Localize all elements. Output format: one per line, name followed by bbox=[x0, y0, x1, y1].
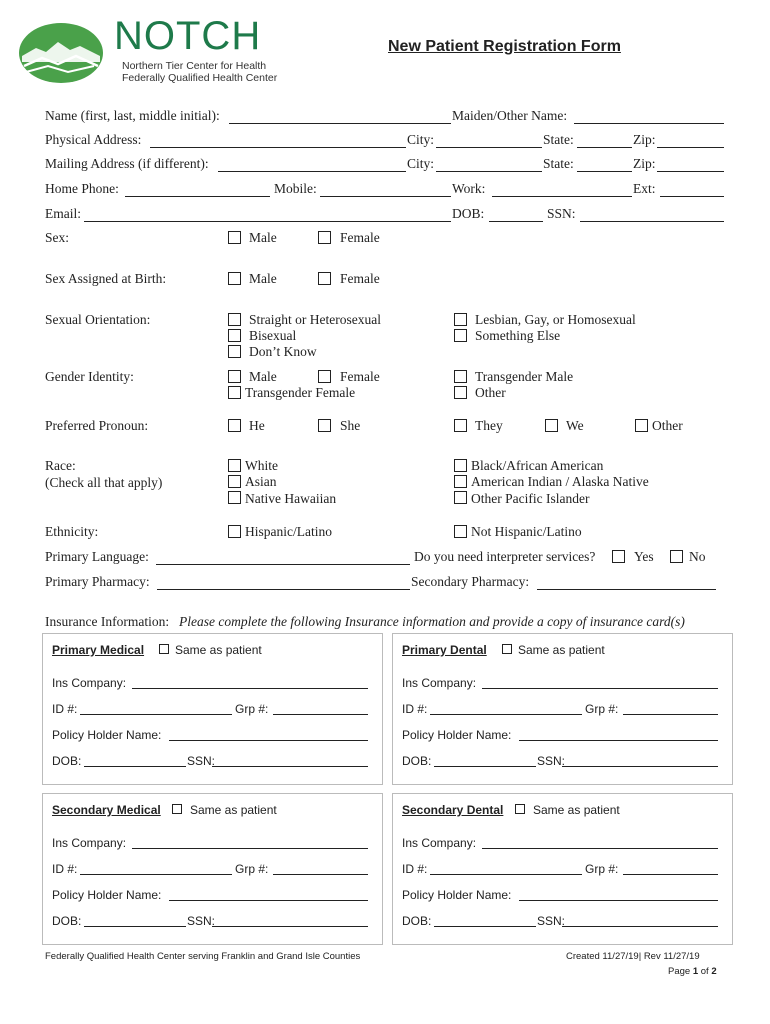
city-field[interactable] bbox=[436, 134, 542, 148]
not-hispanic-checkbox[interactable] bbox=[454, 525, 467, 538]
birth-female-label: Female bbox=[340, 271, 380, 286]
holder-label: Policy Holder Name: bbox=[402, 728, 512, 742]
page-current: 1 bbox=[692, 966, 699, 977]
same-as-patient-label: Same as patient bbox=[533, 803, 620, 817]
grp-label: Grp #: bbox=[235, 862, 269, 876]
id-field[interactable] bbox=[430, 861, 582, 875]
dob-field[interactable] bbox=[84, 913, 186, 927]
city-field[interactable] bbox=[436, 158, 542, 172]
id-label: ID #: bbox=[402, 862, 428, 876]
ssn-field[interactable] bbox=[562, 913, 718, 927]
name-label: Name (first, last, middle initial): bbox=[45, 108, 220, 123]
zip-label: Zip: bbox=[633, 156, 656, 171]
dob-label: DOB: bbox=[52, 754, 82, 768]
indian-checkbox[interactable] bbox=[454, 475, 467, 488]
bisexual-label: Bisexual bbox=[249, 328, 297, 343]
secondary-medical-same-checkbox[interactable] bbox=[172, 804, 182, 814]
they-label: They bbox=[475, 418, 503, 433]
maiden-label: Maiden/Other Name: bbox=[452, 108, 568, 123]
sex-male-label: Male bbox=[249, 230, 277, 245]
gender-other-label: Other bbox=[475, 385, 506, 400]
ssn-field[interactable] bbox=[562, 753, 718, 767]
insurance-instruction: Please complete the following Insurance information and provide a copy of insurance card(s) bbox=[179, 614, 685, 629]
same-as-patient-label: Same as patient bbox=[190, 803, 277, 817]
ins-company-field[interactable] bbox=[132, 835, 368, 849]
physical-address-label: Physical Address: bbox=[45, 132, 142, 147]
ssn-label: SSN: bbox=[187, 754, 216, 768]
lgh-checkbox[interactable] bbox=[454, 313, 467, 326]
primary-dental-title: Primary Dental bbox=[402, 643, 487, 657]
ins-company-label: Ins Company: bbox=[402, 676, 477, 690]
they-checkbox[interactable] bbox=[454, 419, 467, 432]
id-label: ID #: bbox=[52, 862, 78, 876]
mobile-field[interactable] bbox=[320, 183, 451, 197]
brand-subtitle-2: Federally Qualified Health Center bbox=[122, 72, 278, 84]
page-total: 2 bbox=[711, 966, 717, 977]
maiden-field[interactable] bbox=[574, 110, 724, 124]
holder-field[interactable] bbox=[169, 887, 368, 901]
gender-label: Gender Identity: bbox=[45, 369, 134, 384]
dob-field[interactable] bbox=[434, 753, 536, 767]
secondary-pharmacy-field[interactable] bbox=[537, 576, 716, 590]
work-field[interactable] bbox=[492, 183, 632, 197]
ins-company-label: Ins Company: bbox=[52, 836, 127, 850]
not-hispanic-label: Not Hispanic/Latino bbox=[471, 524, 582, 539]
dob-label: DOB: bbox=[402, 754, 432, 768]
grp-label: Grp #: bbox=[585, 702, 619, 716]
primary-pharmacy-field[interactable] bbox=[157, 576, 410, 590]
something-else-label: Something Else bbox=[475, 328, 561, 343]
email-label: Email: bbox=[45, 206, 81, 221]
state-field[interactable] bbox=[577, 134, 632, 148]
pronoun-label: Preferred Pronoun: bbox=[45, 418, 149, 433]
page-of: of bbox=[698, 966, 712, 977]
black-checkbox[interactable] bbox=[454, 459, 467, 472]
same-as-patient-label: Same as patient bbox=[175, 643, 262, 657]
ssn-label: SSN: bbox=[547, 206, 576, 221]
zip-field[interactable] bbox=[657, 158, 724, 172]
name-field[interactable] bbox=[229, 110, 451, 124]
page-number bbox=[668, 966, 717, 977]
mailing-address-label: Mailing Address (if different): bbox=[45, 156, 209, 171]
ssn-label: SSN: bbox=[537, 754, 566, 768]
secondary-pharmacy-label: Secondary Pharmacy: bbox=[411, 574, 530, 589]
ssn-label: SSN: bbox=[537, 914, 566, 928]
primary-pharmacy-label: Primary Pharmacy: bbox=[45, 574, 150, 589]
dob-field[interactable] bbox=[434, 913, 536, 927]
city-label: City: bbox=[407, 156, 435, 171]
state-field[interactable] bbox=[577, 158, 632, 172]
notch-mountain-logo-icon bbox=[18, 22, 104, 84]
brand-name: NOTCH bbox=[114, 14, 262, 58]
revision-date: Created 11/27/19| Rev 11/27/19 bbox=[566, 951, 700, 962]
dob-field[interactable] bbox=[489, 208, 543, 222]
straight-checkbox[interactable] bbox=[228, 313, 241, 326]
language-field[interactable] bbox=[156, 551, 410, 565]
hispanic-label: Hispanic/Latino bbox=[245, 524, 332, 539]
orientation-label: Sexual Orientation: bbox=[45, 312, 151, 327]
ethnicity-label: Ethnicity: bbox=[45, 524, 99, 539]
secondary-medical-title: Secondary Medical bbox=[52, 803, 161, 817]
gender-male-checkbox[interactable] bbox=[228, 370, 241, 383]
she-checkbox[interactable] bbox=[318, 419, 331, 432]
ins-company-field[interactable] bbox=[132, 675, 368, 689]
insurance-label: Insurance Information: bbox=[45, 614, 170, 629]
grp-label: Grp #: bbox=[235, 702, 269, 716]
sex-label: Sex: bbox=[45, 230, 70, 245]
indian-label: American Indian / Alaska Native bbox=[471, 474, 649, 489]
dob-field[interactable] bbox=[84, 753, 186, 767]
lgh-label: Lesbian, Gay, or Homosexual bbox=[475, 312, 636, 327]
footer-text: Federally Qualified Health Center serving Franklin and Grand Isle Counties bbox=[45, 951, 361, 962]
secondary-dental-title: Secondary Dental bbox=[402, 803, 504, 817]
pronoun-other-label: Other bbox=[652, 418, 683, 433]
brand-subtitle: Northern Tier Center for Health bbox=[122, 60, 267, 72]
id-label: ID #: bbox=[402, 702, 428, 716]
state-label: State: bbox=[543, 156, 574, 171]
ssn-field[interactable] bbox=[212, 913, 368, 927]
grp-field[interactable] bbox=[273, 701, 368, 715]
physical-address-field[interactable] bbox=[150, 134, 406, 148]
pacific-checkbox[interactable] bbox=[454, 491, 467, 504]
asian-label: Asian bbox=[245, 474, 277, 489]
id-field[interactable] bbox=[430, 701, 582, 715]
primary-medical-same-checkbox[interactable] bbox=[159, 644, 169, 654]
dont-know-label: Don’t Know bbox=[249, 344, 317, 359]
ins-company-label: Ins Company: bbox=[402, 836, 477, 850]
id-field[interactable] bbox=[80, 701, 232, 715]
ins-company-label: Ins Company: bbox=[52, 676, 127, 690]
holder-label: Policy Holder Name: bbox=[52, 888, 162, 902]
race-note: (Check all that apply) bbox=[45, 475, 163, 490]
interpreter-yes-checkbox[interactable] bbox=[612, 550, 625, 563]
dont-know-checkbox[interactable] bbox=[228, 345, 241, 358]
birth-male-checkbox[interactable] bbox=[228, 272, 241, 285]
gender-female-label: Female bbox=[340, 369, 380, 384]
gender-female-checkbox[interactable] bbox=[318, 370, 331, 383]
secondary-dental-same-checkbox[interactable] bbox=[515, 804, 525, 814]
grp-label: Grp #: bbox=[585, 862, 619, 876]
interpreter-no-label: No bbox=[689, 549, 706, 564]
ssn-field[interactable] bbox=[580, 208, 724, 222]
page-title: New Patient Registration Form bbox=[388, 38, 621, 55]
ssn-label: SSN: bbox=[187, 914, 216, 928]
home-phone-field[interactable] bbox=[125, 183, 270, 197]
pacific-label: Other Pacific Islander bbox=[471, 491, 590, 506]
zip-label: Zip: bbox=[633, 132, 656, 147]
id-field[interactable] bbox=[80, 861, 232, 875]
grp-field[interactable] bbox=[623, 701, 718, 715]
hispanic-checkbox[interactable] bbox=[228, 525, 241, 538]
holder-field[interactable] bbox=[519, 887, 718, 901]
gender-male-label: Male bbox=[249, 369, 277, 384]
holder-field[interactable] bbox=[169, 727, 368, 741]
work-label: Work: bbox=[452, 181, 486, 196]
email-field[interactable] bbox=[84, 208, 451, 222]
hawaiian-label: Native Hawaiian bbox=[245, 491, 337, 506]
he-checkbox[interactable] bbox=[228, 419, 241, 432]
trans-female-label: Transgender Female bbox=[245, 385, 356, 400]
white-label: White bbox=[245, 458, 278, 473]
we-label: We bbox=[566, 418, 584, 433]
asian-checkbox[interactable] bbox=[228, 475, 241, 488]
dob-label: DOB: bbox=[52, 914, 82, 928]
he-label: He bbox=[249, 418, 265, 433]
grp-field[interactable] bbox=[273, 861, 368, 875]
sex-female-label: Female bbox=[340, 230, 380, 245]
ssn-field[interactable] bbox=[212, 753, 368, 767]
sex-female-checkbox[interactable] bbox=[318, 231, 331, 244]
interpreter-label: Do you need interpreter services? bbox=[414, 549, 596, 564]
page-prefix: Page bbox=[668, 966, 693, 977]
grp-field[interactable] bbox=[623, 861, 718, 875]
black-label: Black/African American bbox=[471, 458, 604, 473]
holder-label: Policy Holder Name: bbox=[52, 728, 162, 742]
sex-male-checkbox[interactable] bbox=[228, 231, 241, 244]
mailing-address-field[interactable] bbox=[218, 158, 406, 172]
same-as-patient-label: Same as patient bbox=[518, 643, 605, 657]
dob-label: DOB: bbox=[452, 206, 485, 221]
dob-label: DOB: bbox=[402, 914, 432, 928]
pronoun-other-checkbox[interactable] bbox=[635, 419, 648, 432]
hawaiian-checkbox[interactable] bbox=[228, 491, 241, 504]
trans-male-checkbox[interactable] bbox=[454, 370, 467, 383]
id-label: ID #: bbox=[52, 702, 78, 716]
home-phone-label: Home Phone: bbox=[45, 181, 119, 196]
primary-dental-same-checkbox[interactable] bbox=[502, 644, 512, 654]
sex-birth-label: Sex Assigned at Birth: bbox=[45, 271, 167, 286]
race-label: Race: bbox=[45, 458, 76, 473]
straight-label: Straight or Heterosexual bbox=[249, 312, 381, 327]
holder-label: Policy Holder Name: bbox=[402, 888, 512, 902]
primary-medical-title: Primary Medical bbox=[52, 643, 145, 657]
trans-male-label: Transgender Male bbox=[475, 369, 574, 384]
bisexual-checkbox[interactable] bbox=[228, 329, 241, 342]
gender-other-checkbox[interactable] bbox=[454, 386, 467, 399]
mobile-label: Mobile: bbox=[274, 181, 317, 196]
interpreter-no-checkbox[interactable] bbox=[670, 550, 683, 563]
language-label: Primary Language: bbox=[45, 549, 149, 564]
interpreter-yes-label: Yes bbox=[634, 549, 654, 564]
ins-company-field[interactable] bbox=[482, 675, 718, 689]
ext-label: Ext: bbox=[633, 181, 656, 196]
ins-company-field[interactable] bbox=[482, 835, 718, 849]
we-checkbox[interactable] bbox=[545, 419, 558, 432]
birth-male-label: Male bbox=[249, 271, 277, 286]
white-checkbox[interactable] bbox=[228, 459, 241, 472]
birth-female-checkbox[interactable] bbox=[318, 272, 331, 285]
trans-female-checkbox[interactable] bbox=[228, 386, 241, 399]
city-label: City: bbox=[407, 132, 435, 147]
something-else-checkbox[interactable] bbox=[454, 329, 467, 342]
she-label: She bbox=[340, 418, 361, 433]
logo bbox=[18, 14, 288, 88]
holder-field[interactable] bbox=[519, 727, 718, 741]
zip-field[interactable] bbox=[657, 134, 724, 148]
ext-field[interactable] bbox=[660, 183, 724, 197]
state-label: State: bbox=[543, 132, 574, 147]
